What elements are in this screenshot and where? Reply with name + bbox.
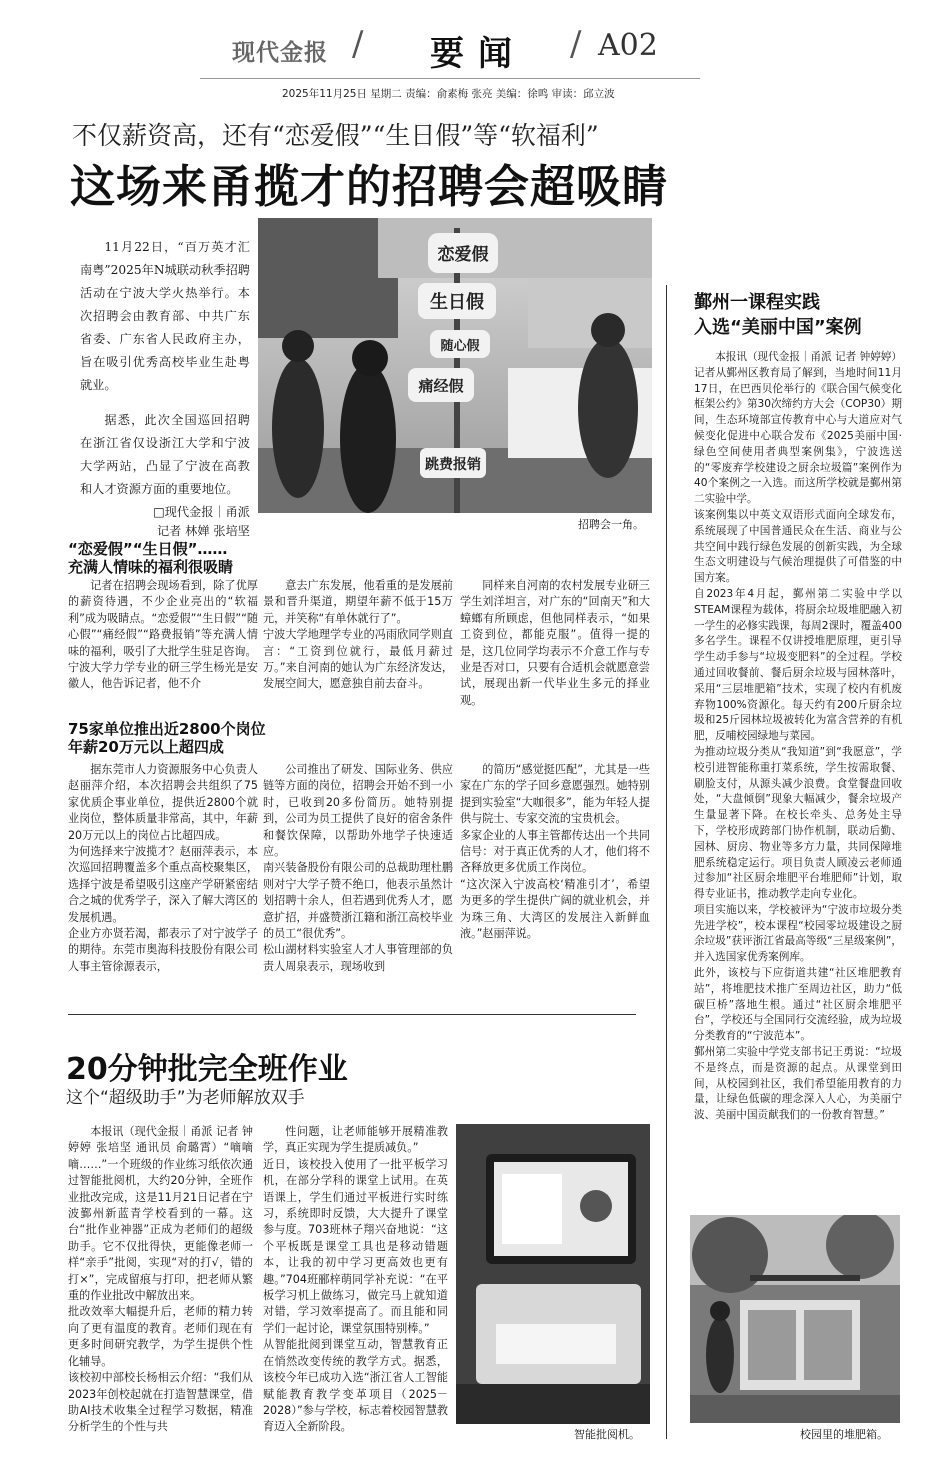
intro-reporters: 记者 林婵 张培坚 <box>156 524 250 538</box>
right-story-headline <box>694 290 862 340</box>
right-story-body: 本报讯（现代金报｜甬派 记者 钟婷婷）记者从鄞州区教育局了解到，当地时间11月17日，在巴西贝伦举行的《联合国气候变化框架公约》第30次缔约方大会（COP30）期间，生态环境部宣传教育中心与大道应对气候变化促进中心联合发布《2025美丽中国·绿色空间使用者典型案例集》，宁波选送的“零废弃学校建设之厨余垃圾篇”案例作为40个案例之一入选。而这所学校就是鄞州第二实验中学。 该案例集以中英文双语形式面向全球发布，系统展现了中国普通民众在生活、商业与公共空间中践行绿色发展的创新实践，为全球生态文明建设与气候治理提供了可借鉴的中国方案。 自2023年4月起，鄞州第二实验中学以STEAM课程为载体，将厨余垃圾堆肥融入初一学生的必修实践课，每周2课时，覆盖400多名学生。课程不仅讲授堆肥原理，更引导学生动手参与“垃圾变肥料”的全过程。学校通过回收餐前、餐后厨余垃圾与园林落叶，采用“三层堆肥箱”技术，实现了校内有机废弃物100%资源化。每天约有200斤厨余垃圾和25斤园林垃圾被转化为富含营养的有机肥，反哺校园绿地与菜园。 为推动垃圾分类从“我知道”到“我愿意”，学校引进智能称重打菜系统，学生按需取餐、刷脸支付，从源头减少浪费。食堂餐盘回收处，“大盘倾倒”现象大幅减少，餐余垃圾产生量显著下降。在校长牵头、总务处主导下，学校形成跨部门协作机制，联动后勤、园林、厨房、物业等多方力量，共同保障堆肥系统稳定运行。项目负责人顾凌云老师通过参加“社区厨余堆肥平台堆肥师”计划，取得专业证书，推动教学走向专业化。 项目实施以来，学校被评为“宁波市垃圾分类先进学校”，校本课程“校园零垃圾建设之厨余垃圾”获评浙江省最高等级“三星级案例”，并入选国家优秀案例库。 此外，该校与下应街道共建“社区堆肥教育站”，将堆肥技术推广至周边社区，助力“低碳巨桥”落地生根。通过“社区厨余堆肥平台”，学校还与全国同行交流经验，成为垃圾分类教育的“宁波范本”。 鄞州第二实验中学党支部书记王勇说：“垃圾不是终点，而是资源的起点。从课堂到田间，从校园到社区，我们希望能用教育的力量，让绿色低碳的理念深入人心，为美丽宁波、美丽中国贡献我们的一份教育智慧。” <box>694 351 903 1122</box>
headline-line: 鄞州一课程实践 <box>694 292 820 313</box>
photo-caption: 招聘会一角。 <box>578 518 644 531</box>
intro-paragraph: 11月22日，“百万英才汇南粤”2025年N城联动秋季招聘活动在宁波大学火热举行。本次招聘会由教育部、中共广东省委、广东省人民政府主办，旨在吸引优秀高校毕业生赴粤就业。 <box>80 240 250 392</box>
article-column: 公司推出了研发、国际业务、供应链等方面的岗位，招聘会开始不到一小时，已收到20多份简历。她特别提到，公司为员工提供了良好的宿舍条件和餐饮保障，以帮助外地学子快速适应。 南兴装备股份有限公司的总裁助理杜鹏则对宁大学子赞不绝口，他表示虽然计划招聘十余人，但若遇到优秀人才，愿意扩招，并盛赞浙江籍和浙江高校毕业的员工“很优秀”。 松山湖材料实验室人才人事管理部的负责人周泉表示，现场收到 <box>263 763 453 973</box>
article-column: 意去广东发展，他看重的是发展前景和晋升渠道，期望年薪不低于15万元，并笑称“有单休就行了”。 宁波大学地理学专业的冯雨欣同学则直言：“工资到位就行，最低月薪过万。”来自河南的她认为广东经济发达，发展空间大，愿意独自前去奋斗。 <box>263 579 453 691</box>
job-fair-photo <box>258 218 652 513</box>
grading-machine-illustration <box>456 1124 650 1424</box>
photo-sign: 随心假 <box>440 339 480 354</box>
photo-caption: 智能批阅机。 <box>574 1428 640 1441</box>
photo-sign: 生日假 <box>430 292 484 313</box>
subheading-line: “恋爱假”“生日假”…… <box>68 540 228 558</box>
homework-subtitle: 这个“超级助手”为老师解放双手 <box>66 1088 305 1108</box>
lead-kicker: 不仅薪资高，还有“恋爱假”“生日假”等“软福利” <box>72 121 599 150</box>
job-fair-photo-illustration <box>258 218 652 513</box>
masthead-divider: / <box>570 24 582 64</box>
article-column: 的简历“感觉挺匹配”，尤其是一些家在广东的学子回乡意愿强烈。她特别提到实验室“大咖很多”，能为年轻人提供与院士、专家交流的宝贵机会。 多家企业的人事主管都传达出一个共同信号：对于真正优秀的人才，他们将不吝释放更多优质工作岗位。 “这次深入宁波高校‘精准引才’，希望为更多的学生提供广阔的就业机会，并为珠三角、大湾区的发展注入新鲜血液。”赵丽萍说。 <box>460 763 650 941</box>
compost-box-illustration <box>690 1215 900 1423</box>
photo-sign: 痛经假 <box>418 377 464 395</box>
subheading-positions <box>68 720 368 756</box>
article-column: 记者在招聘会现场看到，除了优厚的薪资待遇，不少企业亮出的“软福利”成为吸睛点。“恋爱假”“生日假”“随心假”“痛经假”“路费报销”等充满人情味的福利，吸引了大批学生驻足咨询。 宁波大学力学专业的研三学生杨光是安徽人，他告诉记者，他不介 <box>68 579 258 691</box>
photo-caption: 校园里的堆肥箱。 <box>800 1428 888 1441</box>
headline-line: 入选“美丽中国”案例 <box>694 317 862 338</box>
lead-intro <box>80 236 250 543</box>
article-column: 同样来自河南的农村发展专业研三学生刘洋坦言，对广东的“回南天”和大蟑螂有所顾虑，但他同样表示，“如果工资到位，都能克服”。值得一提的是，这几位同学均表示不介意工作与专业是否对口，只要有合适机会就愿意尝试，展现出新一代毕业生多元的择业观。 <box>460 579 650 707</box>
masthead-rule <box>200 78 700 79</box>
story-divider <box>68 1014 636 1015</box>
page-number: A02 <box>598 28 658 63</box>
subheading-benefits <box>68 540 368 576</box>
subheading-line: 年薪20万元以上超四成 <box>68 738 224 756</box>
grading-machine-photo <box>456 1124 650 1424</box>
issue-info-line: 2025年11月25日 星期二 责编：俞素梅 张亮 美编：徐鸣 审读：邱立波 <box>282 88 615 100</box>
masthead-divider: / <box>352 24 364 64</box>
article-column: 性问题，让老师能够开展精准教学，真正实现为学生提质减负。” 近日，该校投入使用了一批平板学习机，在部分学科的课堂上试用。在英语课上，学生们通过平板进行实时练习，系统即时反馈，大大提升了课堂参与度。703班林子翔兴奋地说：“这个平板既是课堂工具也是移动错题本，让我的初中学习更高效也更有趣。”704班郦梓萌同学补充说：“在平板学习机上做练习，做完马上就知道对错，学习效率提高了。而且能和同学们一起讨论，课堂氛围特别棒。” 从智能批阅到课堂互动，智慧教育正在悄然改变传统的教学方式。据悉，该校今年已成功入选“浙江省人工智能赋能教育教学变革项目（2025－2028）”参与学校，标志着校园智慧教育迈入全新阶段。 <box>263 1125 448 1434</box>
intro-byline: □现代金报｜甬派 <box>153 505 250 519</box>
lead-headline: 这场来甬揽才的招聘会超吸睛 <box>70 160 669 213</box>
section-title: 要闻 <box>430 34 526 74</box>
subheading-line: 充满人情味的福利很吸睛 <box>68 558 234 576</box>
article-column: 据东莞市人力资源服务中心负责人赵丽萍介绍，本次招聘会共组织了75家优质企事业单位，提供近2800个就业岗位，整体质量非常高，其中，年薪20万元以上的岗位占比超四成。 为何选择来宁波揽才？赵丽萍表示，本次巡回招聘覆盖多个重点高校聚集区，选择宁波是希望吸引这座产学研紧密结合之城的优秀学子，深入了解大湾区的发展机遇。 企业方亦贤若渴，都表示了对宁波学子的期待。东莞市奥海科技股份有限公司人事主管徐源表示， <box>68 763 258 973</box>
photo-sign: 跳费报销 <box>425 457 481 473</box>
subheading-line: 75家单位推出近2800个岗位 <box>68 720 266 738</box>
homework-headline: 20分钟批完全班作业 <box>66 1052 348 1087</box>
intro-paragraph: 据悉，此次全国巡回招聘在浙江省仅设浙江大学和宁波大学两站，凸显了宁波在高教和人才资源方面的重要地位。 <box>80 413 250 496</box>
column-divider <box>666 285 667 1439</box>
newspaper-brand: 现代金报 <box>232 39 328 66</box>
article-column: 本报讯（现代金报｜甬派 记者 钟婷婷 张培坚 通讯员 俞璐霄）“嘀嘀嘀……”一个班级的作业练习纸依次通过智能批阅机，大约20分钟，全班作业批改完成，这是11月21日记者在宁波鄞州新蓝青学校看到的一幕。这台“批作业神器”正成为老师们的超级助手。它不仅批得快，更能像老师一样“亲手”批阅，实现“对的打√，错的打×”，完成留痕与打印，把老师从繁重的作业批改中解放出来。 批改效率大幅提升后，老师的精力转向了更有温度的教育。老师们现在有更多时间研究教学，为学生提供个性化辅导。 该校初中部校长杨相云介绍：“我们从2023年创校起就在打造智慧课堂，借助AI技术收集全过程学习数据，精准分析学生的个性与共 <box>68 1125 253 1434</box>
photo-sign: 恋爱假 <box>437 245 489 265</box>
compost-box-photo <box>690 1215 900 1423</box>
